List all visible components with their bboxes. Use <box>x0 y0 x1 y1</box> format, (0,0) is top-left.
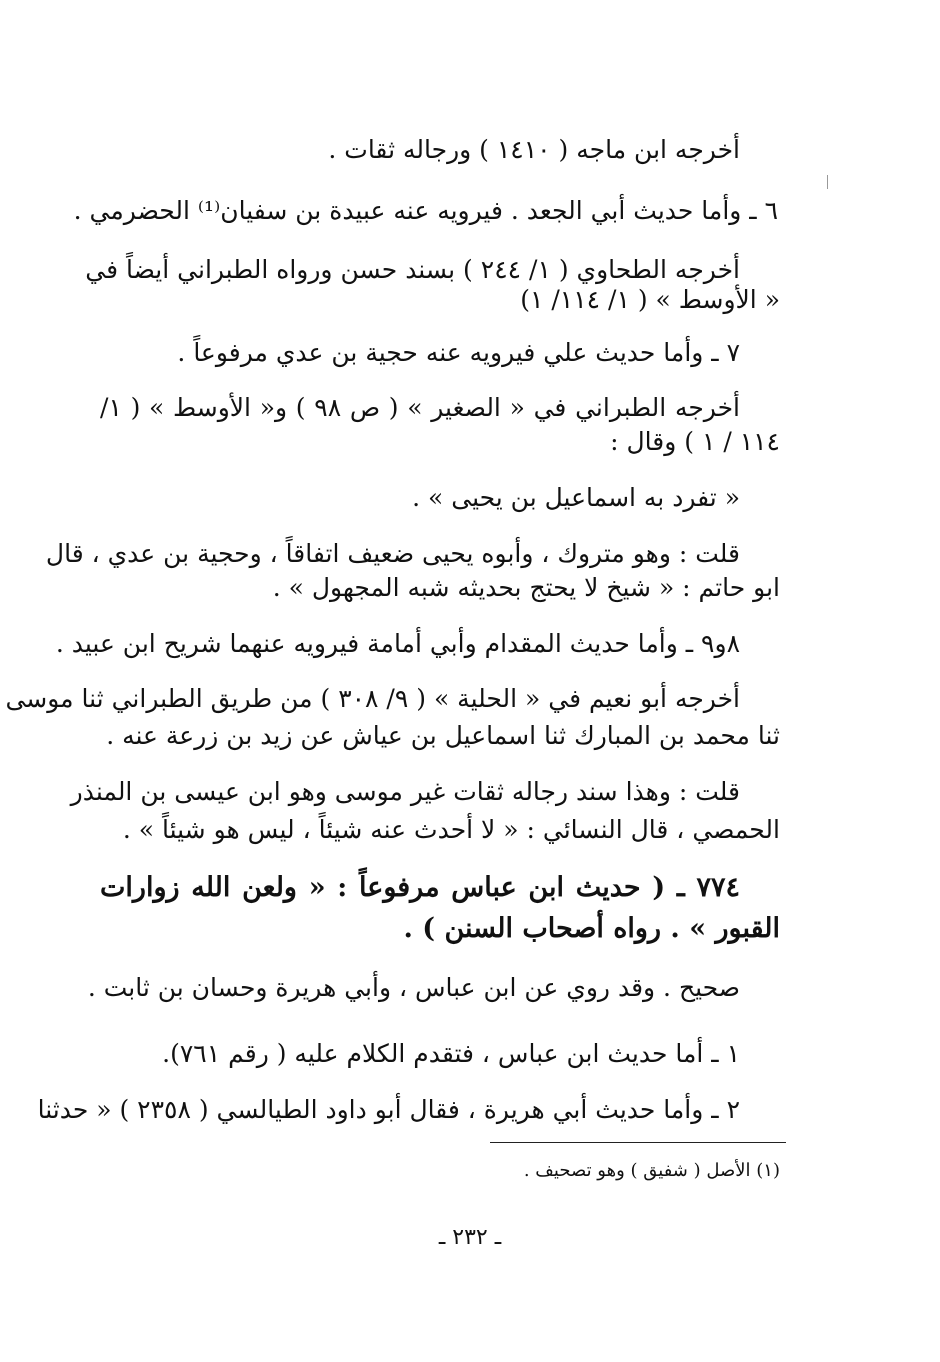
text-line: ابو حاتم : « شيخ لا يحتج بحديثه شبه المجهول » . <box>272 573 780 602</box>
text-line: ٧ ـ وأما حديث علي فيرويه عنه حجية بن عدي مرفوعاً . <box>177 338 740 367</box>
text-line: ٦ ـ وأما حديث أبي الجعد . فيرويه عنه عبيدة بن سفيان⁽¹⁾ الحضرمي . <box>73 196 778 225</box>
hadith-heading: ٧٧٤ ـ ( حديث ابن عباس مرفوعاً : « ولعن الله زوارات <box>100 872 740 903</box>
text-line: « الأوسط » ( ١/ ١١٤/ ١) <box>520 285 780 314</box>
text-line: الحمصي ، قال النسائي : « لا أحدث عنه شيئاً ، ليس هو شيئاً » . <box>122 815 780 844</box>
text-line: ١١٤ / ١ ) وقال : <box>610 427 780 456</box>
text-line: أخرجه الطحاوي ( ١/ ٢٤٤ ) بسند حسن ورواه الطبراني أيضاً في <box>85 255 740 284</box>
text-line: ٢ ـ وأما حديث أبي هريرة ، فقال أبو داود الطيالسي ( ٢٣٥٨ ) « حدثنا <box>37 1095 740 1124</box>
footnote: (١) الأصل ( شفيق ) وهو تصحيف . <box>523 1160 780 1181</box>
text-line: أخرجه الطبراني في « الصغير » ( ص ٩٨ ) و« الأوسط » ( ١/ <box>100 393 740 422</box>
text-line: ١ ـ أما حديث ابن عباس ، فتقدم الكلام عليه ( رقم ٧٦١). <box>162 1039 740 1068</box>
text-line: ٨و٩ ـ وأما حديث المقدام وأبي أمامة فيرويه عنهما شريح ابن عبيد . <box>55 629 740 658</box>
text-line: أخرجه ابن ماجه ( ١٤١٠ ) ورجاله ثقات . <box>328 135 740 164</box>
text-line: قلت : وهذا سند رجاله ثقات غير موسى وهو ابن عيسى بن المنذر <box>70 777 740 806</box>
footnote-rule <box>490 1142 786 1143</box>
text-line: أخرجه أبو نعيم في « الحلية » ( ٩/ ٣٠٨ ) من طريق الطبراني ثنا موسى <box>5 684 740 713</box>
text-line: قلت : وهو متروك ، وأبوه يحيى ضعيف اتفاقاً ، وحجية بن عدي ، قال <box>45 539 740 568</box>
hadith-heading: القبور » . رواه أصحاب السنن ) . <box>403 913 780 944</box>
margin-mark <box>827 175 828 189</box>
text-line: ثنا محمد بن المبارك ثنا اسماعيل بن عياش عن زيد بن زرعة عنه . <box>106 721 780 750</box>
page-number: ـ ٢٣٢ ـ <box>438 1225 502 1250</box>
text-line: « تفرد به اسماعيل بن يحيى » . <box>412 483 740 512</box>
text-line: صحيح . وقد روي عن ابن عباس ، وأبي هريرة وحسان بن ثابت . <box>87 973 740 1002</box>
